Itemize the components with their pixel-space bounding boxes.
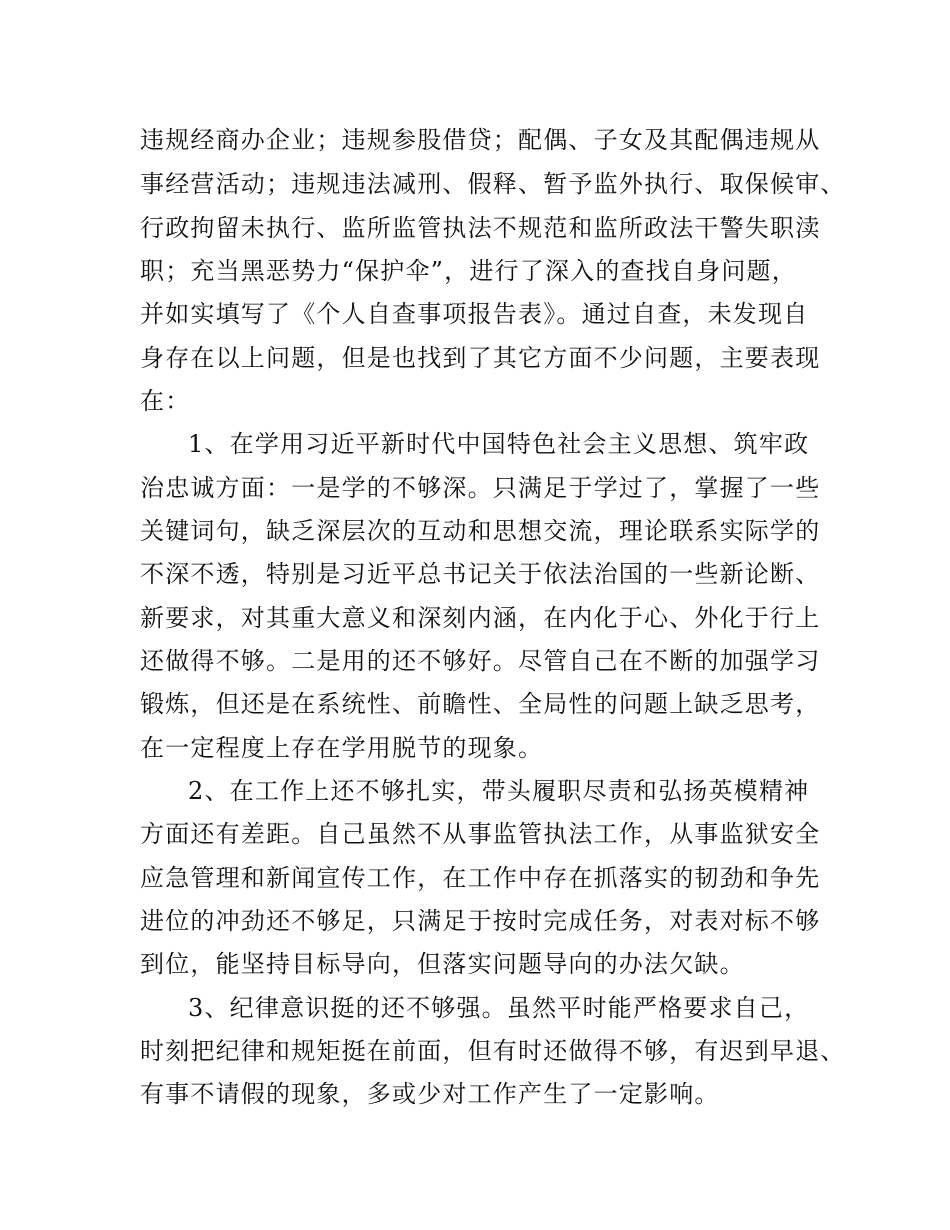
text-line: 关键词句，缺乏深层次的互动和思想交流，理论联系实际学的 — [140, 517, 821, 545]
text-line: 不深不透，特别是习近平总书记关于依法治国的一些新论断、 — [140, 560, 821, 588]
text-line: 行政拘留未执行、监所监管执法不规范和监所政法干警失职渎 — [140, 214, 821, 242]
text-line: 锻炼，但还是在系统性、前瞻性、全局性的问题上缺乏思考， — [140, 690, 821, 718]
paragraph-2-first-line: 2、在工作上还不够扎实，带头履职尽责和弘扬英模精神 — [188, 777, 810, 805]
text-line: 新要求，对其重大意义和深刻内涵，在内化于心、外化于行上 — [140, 604, 821, 632]
text-line: 进位的冲劲还不够足，只满足于按时完成任务，对表对标不够 — [140, 907, 821, 935]
paragraph-3-first-line: 3、纪律意识挺的还不够强。虽然平时能严格要求自己， — [188, 994, 810, 1022]
text-line: 还做得不够。二是用的还不够好。尽管自己在不断的加强学习 — [140, 647, 821, 675]
text-line: 应急管理和新闻宣传工作，在工作中存在抓落实的韧劲和争先 — [140, 864, 821, 892]
text-line: 到位，能坚持目标导向，但落实问题导向的办法欠缺。 — [140, 950, 745, 978]
text-line: 职；充当黑恶势力“保护伞”，进行了深入的查找自身问题， — [140, 257, 797, 285]
paragraph-1-first-line: 1、在学用习近平新时代中国特色社会主义思想、筑牢政 — [188, 430, 810, 458]
text-line: 有事不请假的现象，多或少对工作产生了一定影响。 — [140, 1080, 720, 1108]
text-line: 治忠诚方面：一是学的不够深。只满足于学过了，掌握了一些 — [140, 474, 821, 502]
text-line: 在一定程度上存在学用脱节的现象。 — [140, 734, 544, 762]
text-line: 在： — [140, 387, 191, 415]
text-line: 方面还有差距。自己虽然不从事监管执法工作，从事监狱安全 — [140, 820, 821, 848]
text-line: 时刻把纪律和规矩挺在前面，但有时还做得不够，有迟到早退、 — [140, 1037, 846, 1065]
text-line: 身存在以上问题，但是也找到了其它方面不少问题，主要表现 — [140, 344, 821, 372]
text-line: 违规经商办企业；违规参股借贷；配偶、子女及其配偶违规从 — [140, 126, 821, 154]
text-line: 并如实填写了《个人自查事项报告表》。通过自查，未发现自 — [140, 300, 809, 328]
text-line: 事经营活动；违规违法减刑、假释、暂予监外执行、取保候审、 — [140, 170, 846, 198]
